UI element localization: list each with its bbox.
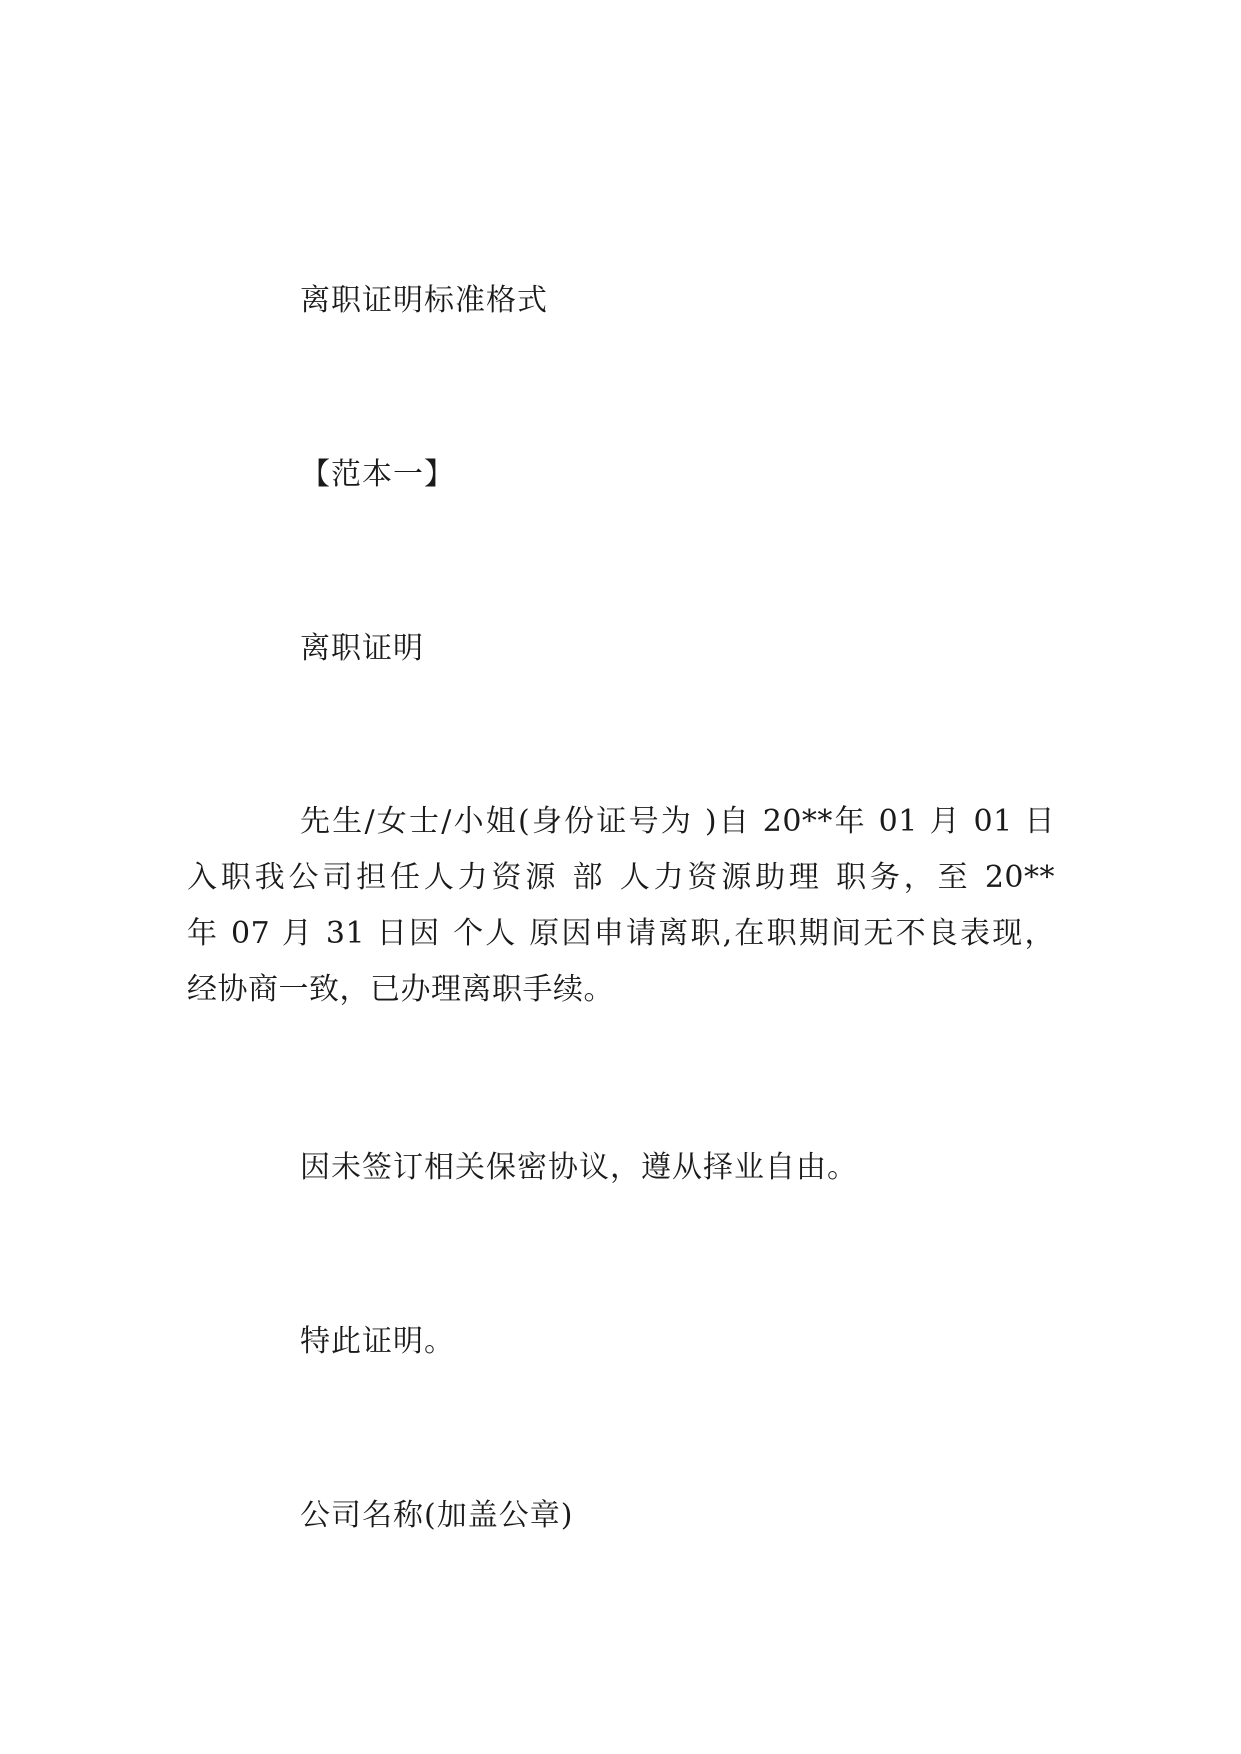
document-heading: 离职证明标准格式 (300, 283, 548, 318)
body-line-4: 经协商一致，已办理离职手续。 (187, 972, 614, 1007)
confidentiality-statement: 因未签订相关保密协议，遵从择业自由。 (300, 1150, 858, 1185)
closing-statement: 特此证明。 (300, 1324, 455, 1359)
body-line-3: 年 07 月 31 日因 个人 原因申请离职,在职期间无不良表现， (187, 916, 1055, 951)
body-line-2: 入职我公司担任人力资源 部 人力资源助理 职务，至 20** (187, 860, 1055, 895)
sample-label: 【范本一】 (300, 457, 455, 492)
body-line-1: 先生/女士/小姐(身份证号为 )自 20**年 01 月 01 日 (300, 804, 1055, 839)
company-name-line: 公司名称(加盖公章) (300, 1498, 574, 1533)
certificate-title: 离职证明 (300, 631, 424, 666)
